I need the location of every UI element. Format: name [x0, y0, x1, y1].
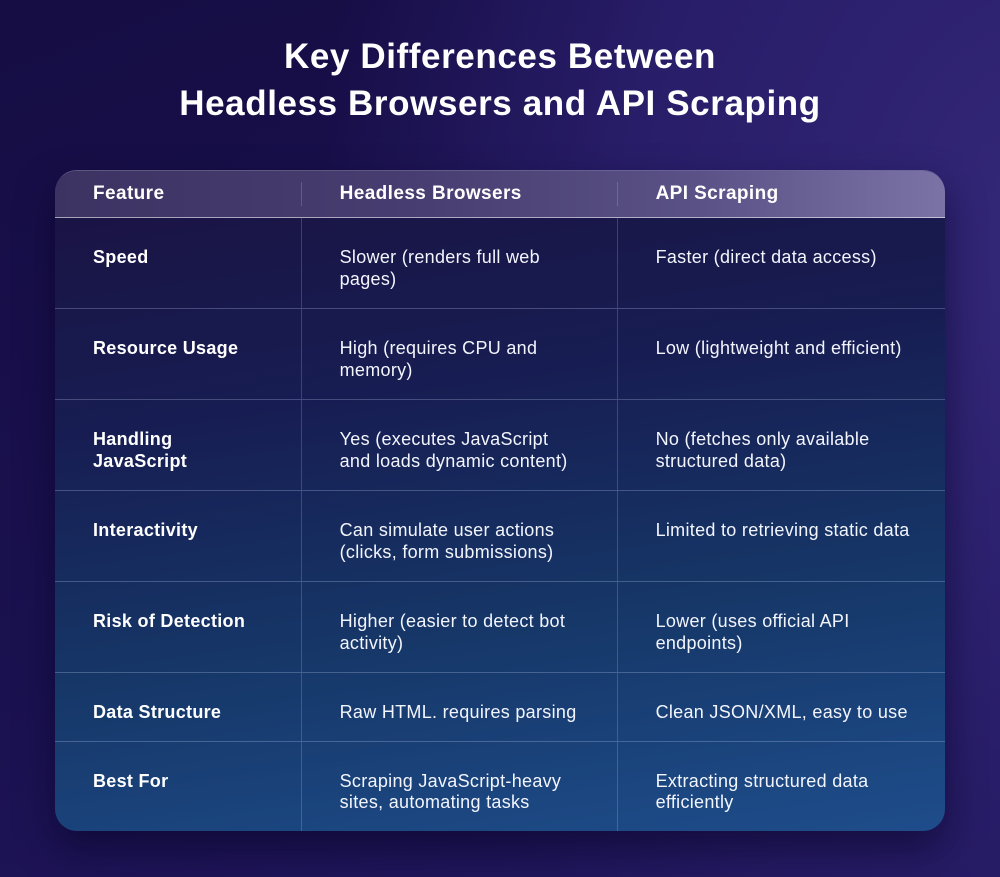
api-scraping-cell: Faster (direct data access) — [617, 218, 945, 308]
table-row-speed — [55, 218, 945, 309]
headless-browsers-cell: Raw HTML. requires parsing — [301, 673, 617, 741]
feature-cell: Interactivity — [93, 519, 198, 540]
comparison-table — [55, 170, 945, 831]
headless-browsers-cell: Can simulate user actions (clicks, form submissions) — [301, 491, 617, 581]
table-row-interactivity — [55, 491, 945, 582]
headless-browsers-cell: Slower (renders full web pages) — [301, 218, 617, 308]
table-header-row — [55, 171, 945, 218]
column-header-headless-browsers: Headless Browsers — [301, 182, 617, 205]
feature-cell: Data Structure — [93, 701, 222, 722]
title-line-1: Key Differences Between — [283, 37, 717, 76]
table-row-data-structure — [55, 673, 945, 742]
api-scraping-cell: Clean JSON/XML, easy to use — [617, 673, 945, 741]
page-title — [0, 34, 1000, 128]
table-row-best-for — [55, 742, 945, 832]
column-header-feature: Feature — [93, 183, 165, 205]
api-scraping-cell: Extracting structured data efficiently — [617, 742, 945, 832]
feature-cell: Handling JavaScript — [93, 428, 188, 471]
feature-cell: Best For — [93, 770, 169, 791]
table-row-risk-of-detection — [55, 582, 945, 673]
headless-browsers-cell: Higher (easier to detect bot activity) — [301, 582, 617, 672]
api-scraping-cell: Limited to retrieving static data — [617, 491, 945, 581]
table-row-handling-javascript — [55, 400, 945, 491]
feature-cell: Resource Usage — [93, 337, 239, 358]
table-body — [55, 218, 945, 831]
api-scraping-cell: Low (lightweight and efficient) — [617, 309, 945, 399]
headless-browsers-cell: Yes (executes JavaScript and loads dynamic content) — [301, 400, 617, 490]
headless-browsers-cell: Scraping JavaScript-heavy sites, automating tasks — [301, 742, 617, 832]
feature-cell: Speed — [93, 247, 149, 267]
api-scraping-cell: Lower (uses official API endpoints) — [617, 582, 945, 672]
feature-cell: Risk of Detection — [93, 610, 246, 631]
title-line-2: Headless Browsers and API Scraping — [179, 83, 821, 123]
api-scraping-cell: No (fetches only available structured data) — [617, 400, 945, 490]
headless-browsers-cell: High (requires CPU and memory) — [301, 309, 617, 399]
column-header-api-scraping: API Scraping — [617, 182, 945, 205]
table-row-resource-usage — [55, 309, 945, 400]
